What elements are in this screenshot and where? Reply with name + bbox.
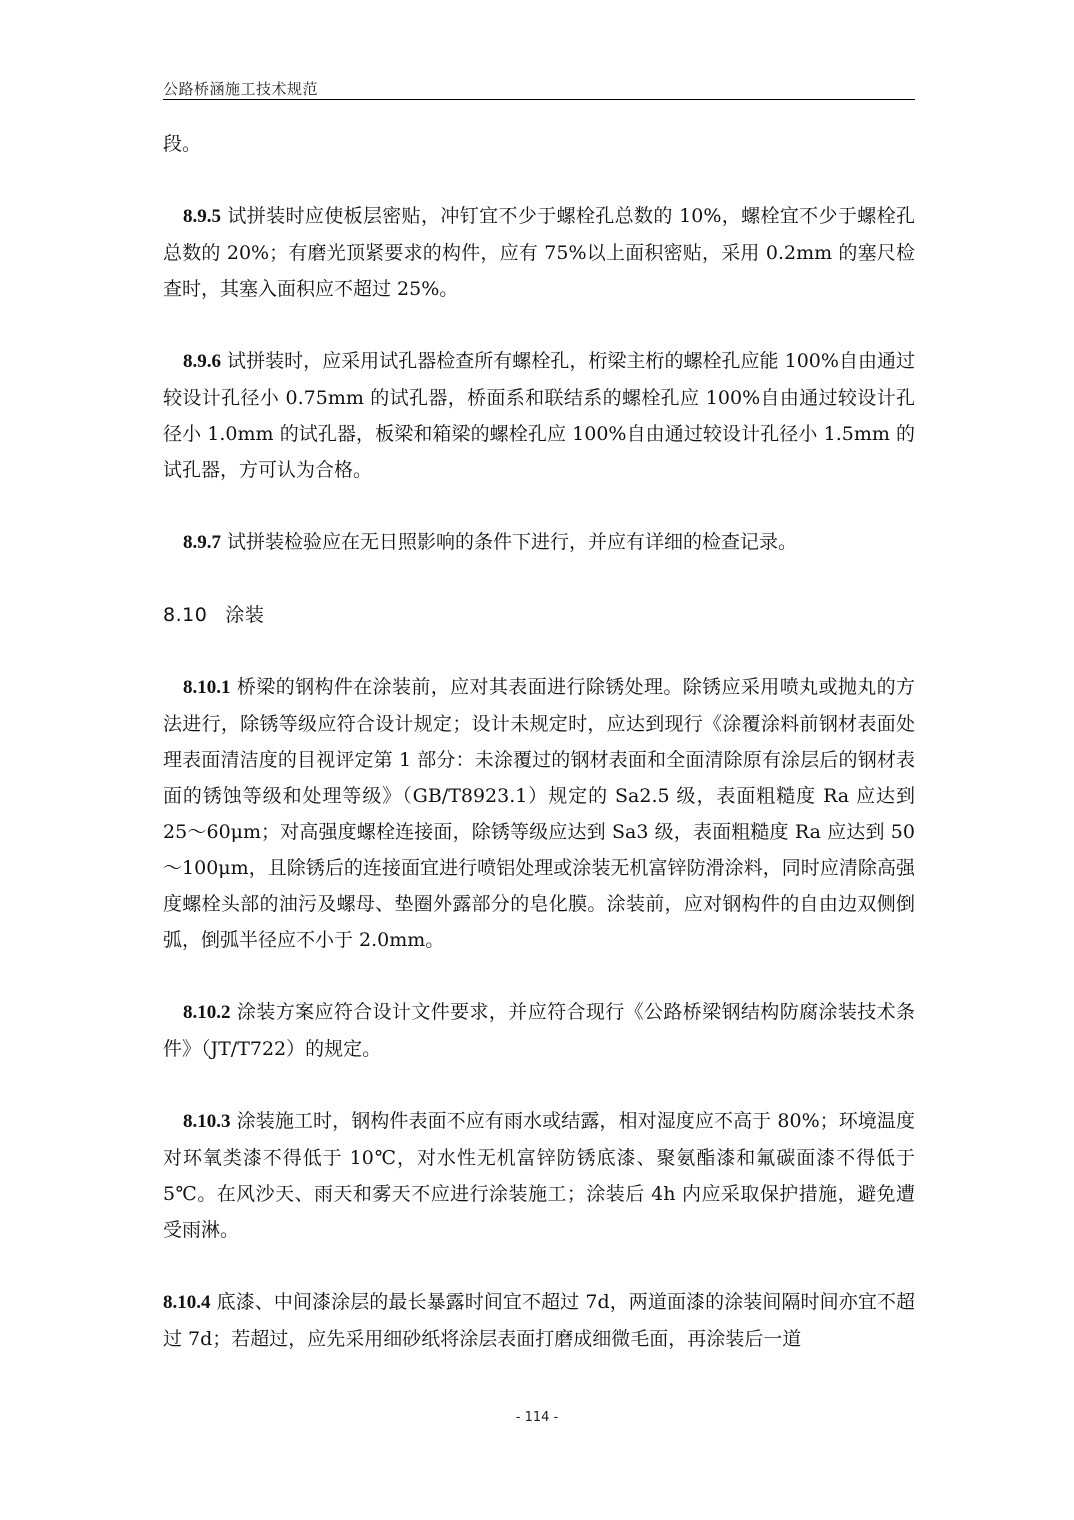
clause-number: 8.9.5 [183, 206, 221, 227]
paragraph-text: 段。 [163, 133, 202, 155]
clause-number: 8.10.3 [183, 1111, 231, 1132]
clause-text: 涂装施工时，钢构件表面不应有雨水或结露，相对湿度应不高于 80%；环境温度对环氧类漆不得低于 10℃，对水性无机富锌防锈底漆、聚氨酯漆和氟碳面漆不得低于 5℃。在风沙天、雨天和雾天不应进行涂装施工；涂装后 4h 内应采取保护措施，避免遭受雨淋。 [163, 1110, 915, 1241]
section-heading [163, 597, 915, 633]
clause-8-10-1 [163, 669, 915, 958]
clause-8-10-4 [163, 1284, 915, 1357]
clause-text: 试拼装检验应在无日照影响的条件下进行，并应有详细的检查记录。 [221, 531, 798, 553]
paragraph-gap [163, 1067, 915, 1103]
paragraph-gap [163, 307, 915, 343]
clause-8-9-7 [163, 524, 915, 561]
clause-text: 试拼装时，应采用试孔器检查所有螺栓孔，桁梁主桁的螺栓孔应能 100%自由通过较设计孔径小 0.75mm 的试孔器，桥面系和联结系的螺栓孔应 100%自由通过较设计孔径小 1.0mm 的试孔器，板梁和箱梁的螺栓孔应 100%自由通过较设计孔径小 1.5mm 的试孔器，方可认为合格。 [163, 350, 915, 481]
clause-8-9-6 [163, 343, 915, 488]
clause-8-10-3 [163, 1103, 915, 1248]
clause-text: 桥梁的钢构件在涂装前，应对其表面进行除锈处理。除锈应采用喷丸或抛丸的方法进行，除锈等级应符合设计规定；设计未规定时，应达到现行《涂覆涂料前钢材表面处理表面清洁度的目视评定第 1 部分：未涂覆过的钢材表面和全面清除原有涂层后的钢材表面的锈蚀等级和处理等级》（GB/T8923.1）规定的 Sa2.5 级，表面粗糙度 Ra 应达到 25～60μm；对高强度螺栓连接面，除锈等级应达到 Sa3 级，表面粗糙度 Ra 应达到 50～100μm，且除锈后的连接面宜进行喷铝处理或涂装无机富锌防滑涂料，同时应清除高强度螺栓头部的油污及螺母、垫圈外露部分的皂化膜。涂装前，应对钢构件的自由边双侧倒弧，倒弧半径应不小于 2.0mm。 [163, 676, 915, 951]
clause-8-9-5 [163, 198, 915, 307]
page-number: - 114 - [515, 1410, 559, 1425]
header-divider [163, 99, 915, 100]
paragraph-gap [163, 1248, 915, 1284]
clause-text: 涂装方案应符合设计文件要求，并应符合现行《公路桥梁钢结构防腐涂装技术条件》（JT/T722）的规定。 [163, 1001, 915, 1060]
clause-number: 8.9.6 [183, 351, 221, 372]
section-title: 涂装 [225, 604, 265, 626]
paragraph-gap [163, 162, 915, 198]
paragraph-gap [163, 488, 915, 524]
clause-8-10-2 [163, 994, 915, 1067]
clause-number: 8.10.2 [183, 1002, 231, 1023]
clause-number: 8.10.1 [183, 677, 231, 698]
paragraph-gap [163, 561, 915, 597]
paragraph-gap [163, 633, 915, 669]
clause-text: 试拼装时应使板层密贴，冲钉宜不少于螺栓孔总数的 10%，螺栓宜不少于螺栓孔总数的 20%；有磨光顶紧要求的构件，应有 75%以上面积密贴，采用 0.2mm 的塞尺检查时，其塞入面积应不超过 25%。 [163, 205, 915, 300]
paragraph-gap [163, 958, 915, 994]
section-number: 8.10 [163, 604, 208, 626]
clause-number: 8.10.4 [163, 1292, 211, 1313]
clause-text: 底漆、中间漆涂层的最长暴露时间宜不超过 7d，两道面漆的涂装间隔时间亦宜不超过 7d；若超过，应先采用细砂纸将涂层表面打磨成细微毛面，再涂装后一道 [163, 1291, 915, 1350]
page-body [163, 126, 915, 1357]
paragraph-continuation [163, 126, 915, 162]
clause-number: 8.9.7 [183, 532, 221, 553]
running-header: 公路桥涵施工技术规范 [163, 80, 319, 98]
